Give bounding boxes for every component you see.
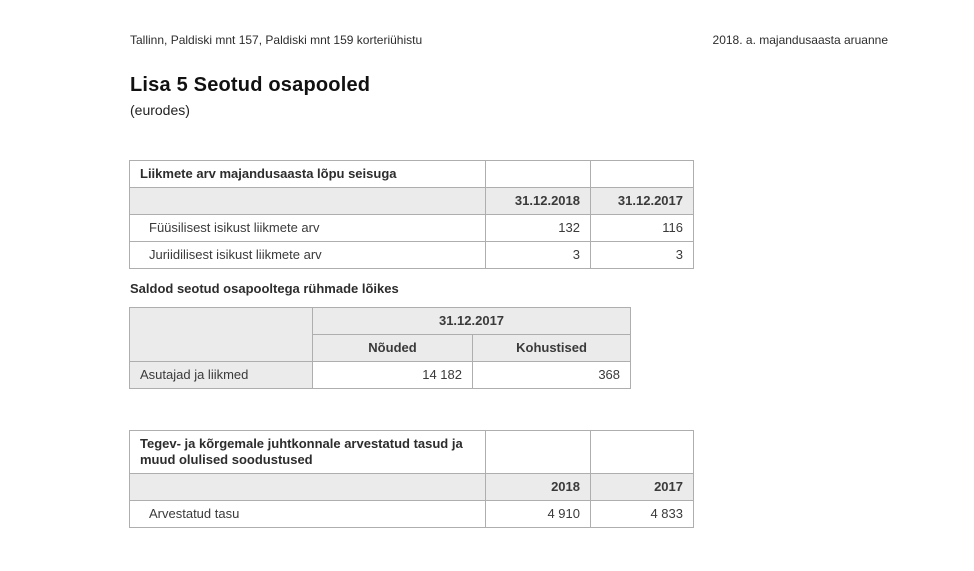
- table-row: [130, 215, 694, 242]
- column-header-row: [130, 188, 694, 215]
- org-address: Tallinn, Paldiski mnt 157, Paldiski mnt 159 korteriühistu: [130, 33, 423, 47]
- management-compensation-table: [129, 430, 694, 528]
- balances-table: [129, 307, 631, 389]
- period-header-cell: 31.12.2017: [313, 308, 631, 335]
- table-row: [130, 501, 694, 528]
- value-2017: 3: [591, 242, 694, 269]
- row-label: Füüsilisest isikust liikmete arv: [130, 215, 486, 242]
- empty-cell: [130, 474, 486, 501]
- table-caption-cell: Tegev- ja kõrgemale juhtkonnale arvestatud tasud ja muud olulised soodustused: [130, 431, 486, 474]
- col-header-2017: 2017: [591, 474, 694, 501]
- empty-cell: [591, 431, 694, 474]
- empty-cell: [486, 431, 591, 474]
- value-2018: 4 910: [486, 501, 591, 528]
- row-label: Asutajad ja liikmed: [130, 362, 313, 389]
- value-2017: 116: [591, 215, 694, 242]
- currency-note: (eurodes): [130, 102, 190, 118]
- report-name: 2018. a. majandusaasta aruanne: [712, 33, 888, 47]
- value-2018: 132: [486, 215, 591, 242]
- table-caption-row: [130, 431, 694, 474]
- col-header-nouded: Nõuded: [313, 335, 473, 362]
- col-header-kohustised: Kohustised: [473, 335, 631, 362]
- table-caption-cell: Liikmete arv majandusaasta lõpu seisuga: [130, 161, 486, 188]
- empty-row-header-cell: [130, 308, 313, 362]
- table-caption-row: [130, 161, 694, 188]
- value-nouded: 14 182: [313, 362, 473, 389]
- table-row: [130, 242, 694, 269]
- empty-cell: [486, 161, 591, 188]
- value-2017: 4 833: [591, 501, 694, 528]
- column-header-row: [130, 474, 694, 501]
- col-header-2018: 2018: [486, 474, 591, 501]
- balances-section-title: Saldod seotud osapooltega rühmade lõikes: [130, 281, 399, 296]
- value-2018: 3: [486, 242, 591, 269]
- period-header-row: [130, 308, 631, 335]
- row-label: Juriidilisest isikust liikmete arv: [130, 242, 486, 269]
- page-title: Lisa 5 Seotud osapooled: [130, 74, 371, 96]
- page-header: [130, 33, 888, 47]
- empty-cell: [130, 188, 486, 215]
- members-count-table: [129, 160, 694, 269]
- row-label: Arvestatud tasu: [130, 501, 486, 528]
- table-row: [130, 362, 631, 389]
- empty-cell: [591, 161, 694, 188]
- value-kohustised: 368: [473, 362, 631, 389]
- title-block: [130, 74, 370, 118]
- col-header-31-12-2018: 31.12.2018: [486, 188, 591, 215]
- col-header-31-12-2017: 31.12.2017: [591, 188, 694, 215]
